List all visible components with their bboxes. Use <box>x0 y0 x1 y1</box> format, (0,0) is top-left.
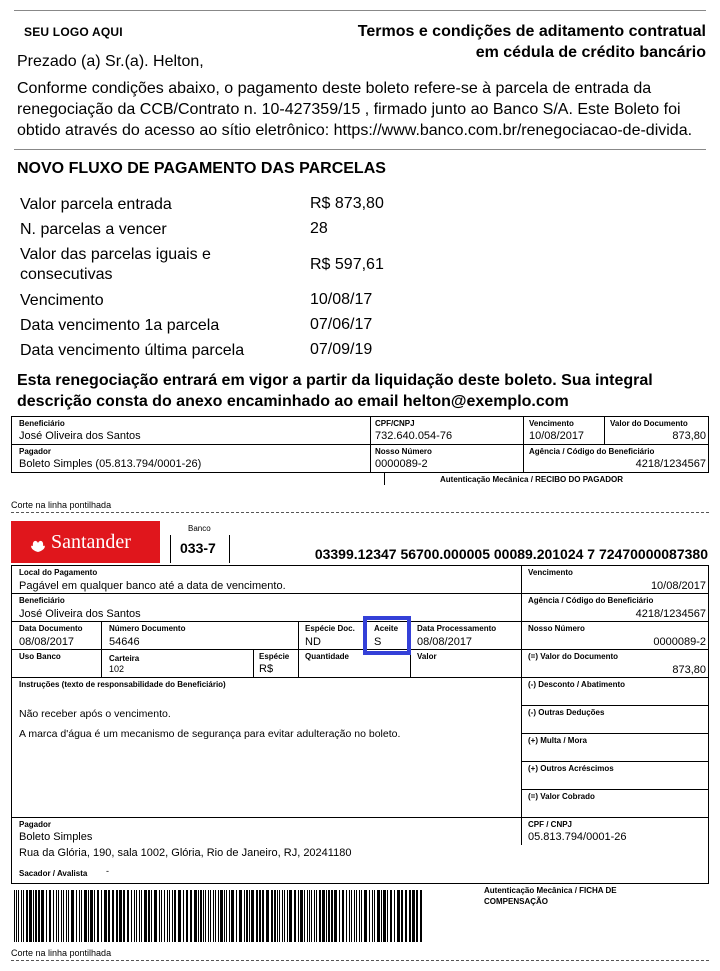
cut-line-1 <box>11 512 709 513</box>
title-line-1: Termos e condições de aditamento contratual <box>357 23 706 40</box>
greeting: Prezado (a) Sr.(a). Helton, <box>17 53 204 70</box>
cut-line-label-1: Corte na linha pontilhada <box>11 500 112 510</box>
slip-v-right <box>521 565 522 845</box>
receipt-beneficiario-label: Beneficiário <box>19 419 65 428</box>
slip-h-r2 <box>521 733 709 734</box>
aceite-highlight <box>363 616 411 655</box>
autent-ficha-1: Autenticação Mecânica / FICHA DE <box>484 886 617 895</box>
title-line-2: em cédula de crédito bancário <box>475 44 706 61</box>
valor-doc-value: 873,80 <box>672 664 706 676</box>
flow-value-primeira: 07/06/17 <box>310 316 373 333</box>
receipt-valor-label: Valor do Documento <box>610 419 688 428</box>
benef-label: Beneficiário <box>19 596 65 605</box>
slip-h-2 <box>11 621 709 622</box>
slip-h-4 <box>11 677 709 678</box>
aceite-value: S <box>374 636 382 648</box>
top-divider <box>14 10 706 11</box>
instrucoes-label: Instruções (texto de responsabilidade do Beneficiário) <box>19 680 226 689</box>
section-divider <box>14 149 706 150</box>
receipt-row-divider <box>11 444 709 445</box>
receipt-nosso-label: Nosso Número <box>375 447 432 456</box>
data-doc-label: Data Documento <box>19 624 83 633</box>
receipt-autent-label: Autenticação Mecânica / RECIBO DO PAGADOR <box>440 475 623 484</box>
slip-h-1 <box>11 593 709 594</box>
instrucao-2: A marca d'água é um mecanismo de segurança para evitar adulteração no boleto. <box>19 728 401 740</box>
agencia-label: Agência / Código do Beneficiário <box>528 596 654 605</box>
receipt-cpf: 732.640.054-76 <box>375 430 453 442</box>
slip-v-5 <box>253 649 254 677</box>
especie-label: Espécie <box>259 652 290 661</box>
outros-acrescimos-label: (+) Outros Acréscimos <box>528 764 614 773</box>
especie-doc-label: Espécie Doc. <box>305 624 355 633</box>
multa-label: (+) Multa / Mora <box>528 736 587 745</box>
flow-label-parcelas: N. parcelas a vencer <box>20 221 167 238</box>
receipt-vencimento: 10/08/2017 <box>529 430 585 442</box>
bank-label: Banco <box>188 524 211 533</box>
desconto-label: (-) Desconto / Abatimento <box>528 680 626 689</box>
document-title <box>326 21 706 63</box>
pagador-label: Pagador <box>19 820 52 829</box>
slip-v-2 <box>298 621 299 677</box>
nosso-label: Nosso Número <box>528 624 585 633</box>
receipt-valor: 873,80 <box>672 430 706 442</box>
slip-v-1 <box>101 621 102 677</box>
flow-value-valor-parcelas: R$ 597,61 <box>310 256 384 273</box>
flow-title: NOVO FLUXO DE PAGAMENTO DAS PARCELAS <box>17 160 386 177</box>
uso-banco-label: Uso Banco <box>19 652 61 661</box>
venc-label: Vencimento <box>528 568 573 577</box>
outras-deducoes-label: (-) Outras Deduções <box>528 708 605 717</box>
especie-doc-value: ND <box>305 636 321 648</box>
cut-line-2 <box>11 960 709 961</box>
aceite-label: Aceite <box>374 624 399 633</box>
valor-doc-label: (=) Valor do Documento <box>528 652 619 661</box>
sacador-value: - <box>106 866 109 876</box>
flow-value-parcelas: 28 <box>310 220 328 237</box>
sacador-label: Sacador / Avalista <box>19 869 88 878</box>
autent-ficha-2: COMPENSAÇÃO <box>484 897 549 906</box>
slip-h-r4 <box>521 789 709 790</box>
receipt-nosso: 0000089-2 <box>375 458 428 470</box>
flow-label-valor-parcelas: Valor das parcelas iguais e consecutivas <box>20 246 211 283</box>
receipt-cpf-label: CPF/CNPJ <box>375 419 415 428</box>
flow-value-entrada: R$ 873,80 <box>310 195 384 212</box>
receipt-col-divider-3 <box>604 416 605 444</box>
especie-value: R$ <box>259 663 274 675</box>
slip-h-5 <box>11 817 709 818</box>
bank-code: 033-7 <box>180 540 216 556</box>
santander-logo <box>11 521 160 563</box>
receipt-pagador: Boleto Simples (05.813.794/0001-26) <box>19 458 202 470</box>
local-label: Local do Pagamento <box>19 568 98 577</box>
receipt-agencia-label: Agência / Código do Beneficiário <box>529 447 655 456</box>
slip-h-r1 <box>521 705 709 706</box>
valor-cobrado-label: (=) Valor Cobrado <box>528 792 595 801</box>
barcode <box>14 890 424 942</box>
instrucao-1: Não receber após o vencimento. <box>19 708 171 720</box>
agencia-value: 4218/1234567 <box>635 608 706 620</box>
receipt-agencia: 4218/1234567 <box>635 458 706 470</box>
carteira-label: Carteira <box>109 654 140 663</box>
valor-label: Valor <box>417 652 437 661</box>
data-doc-value: 08/08/2017 <box>19 636 75 648</box>
flow-label-ultima: Data vencimento última parcela <box>20 342 245 359</box>
flow-label-entrada: Valor parcela entrada <box>20 196 172 213</box>
validity-notice: Esta renegociação entrará em vigor a partir da liquidação deste boleto. Sua integral descrição consta do anexo encaminhado ao email helton@exemplo.com <box>17 372 653 410</box>
pagador-endereco: Rua da Glória, 190, sala 1002, Glória, Rio de Janeiro, RJ, 20241180 <box>19 847 352 859</box>
venc-value: 10/08/2017 <box>650 580 706 592</box>
data-proc-value: 08/08/2017 <box>417 636 473 648</box>
nosso-value: 0000089-2 <box>653 636 706 648</box>
slip-h-r3 <box>521 761 709 762</box>
receipt-beneficiario: José Oliveira dos Santos <box>19 430 141 442</box>
flow-label-vencimento: Vencimento <box>20 292 104 309</box>
pagador-nome: Boleto Simples <box>19 831 93 843</box>
cut-line-label-2: Corte na linha pontilhada <box>11 948 112 958</box>
carteira-value: 102 <box>109 664 125 674</box>
pagador-cpf-label: CPF / CNPJ <box>528 820 573 829</box>
company-logo: SEU LOGO AQUI <box>24 25 123 39</box>
flow-label-primeira: Data vencimento 1a parcela <box>20 317 220 334</box>
data-proc-label: Data Processamento <box>417 624 497 633</box>
flame-icon <box>29 529 47 553</box>
intro-paragraph: Conforme condições abaixo, o pagamento deste boleto refere-se à parcela de entrada da renegociação da CCB/Contrato n. 10-427359/15 , firmado junto ao Banco S/A. Este Boleto foi obtido através do acesso ao sítio eletrônico: https://www.banco.com.br/renegociacao-de-divida. <box>17 80 693 139</box>
num-doc-label: Número Documento <box>109 624 186 633</box>
receipt-vencimento-label: Vencimento <box>529 419 574 428</box>
local-value: Pagável em qualquer banco até a data de vencimento. <box>19 580 286 592</box>
slip-h-3 <box>11 649 709 650</box>
receipt-col-divider-1 <box>370 416 371 473</box>
receipt-col-divider-2 <box>523 416 524 473</box>
receipt-pagador-label: Pagador <box>19 447 52 456</box>
quantidade-label: Quantidade <box>305 652 350 661</box>
flow-value-ultima: 07/09/19 <box>310 341 373 358</box>
linha-digitavel: 03399.12347 56700.000005 00089.201024 7 72470000087380 <box>314 546 708 562</box>
pagador-cpf: 05.813.794/0001-26 <box>528 831 627 843</box>
bank-name: Santander <box>51 531 131 553</box>
num-doc-value: 54646 <box>109 636 140 648</box>
benef-value: José Oliveira dos Santos <box>19 608 141 620</box>
flow-value-vencimento: 10/08/17 <box>310 291 373 308</box>
